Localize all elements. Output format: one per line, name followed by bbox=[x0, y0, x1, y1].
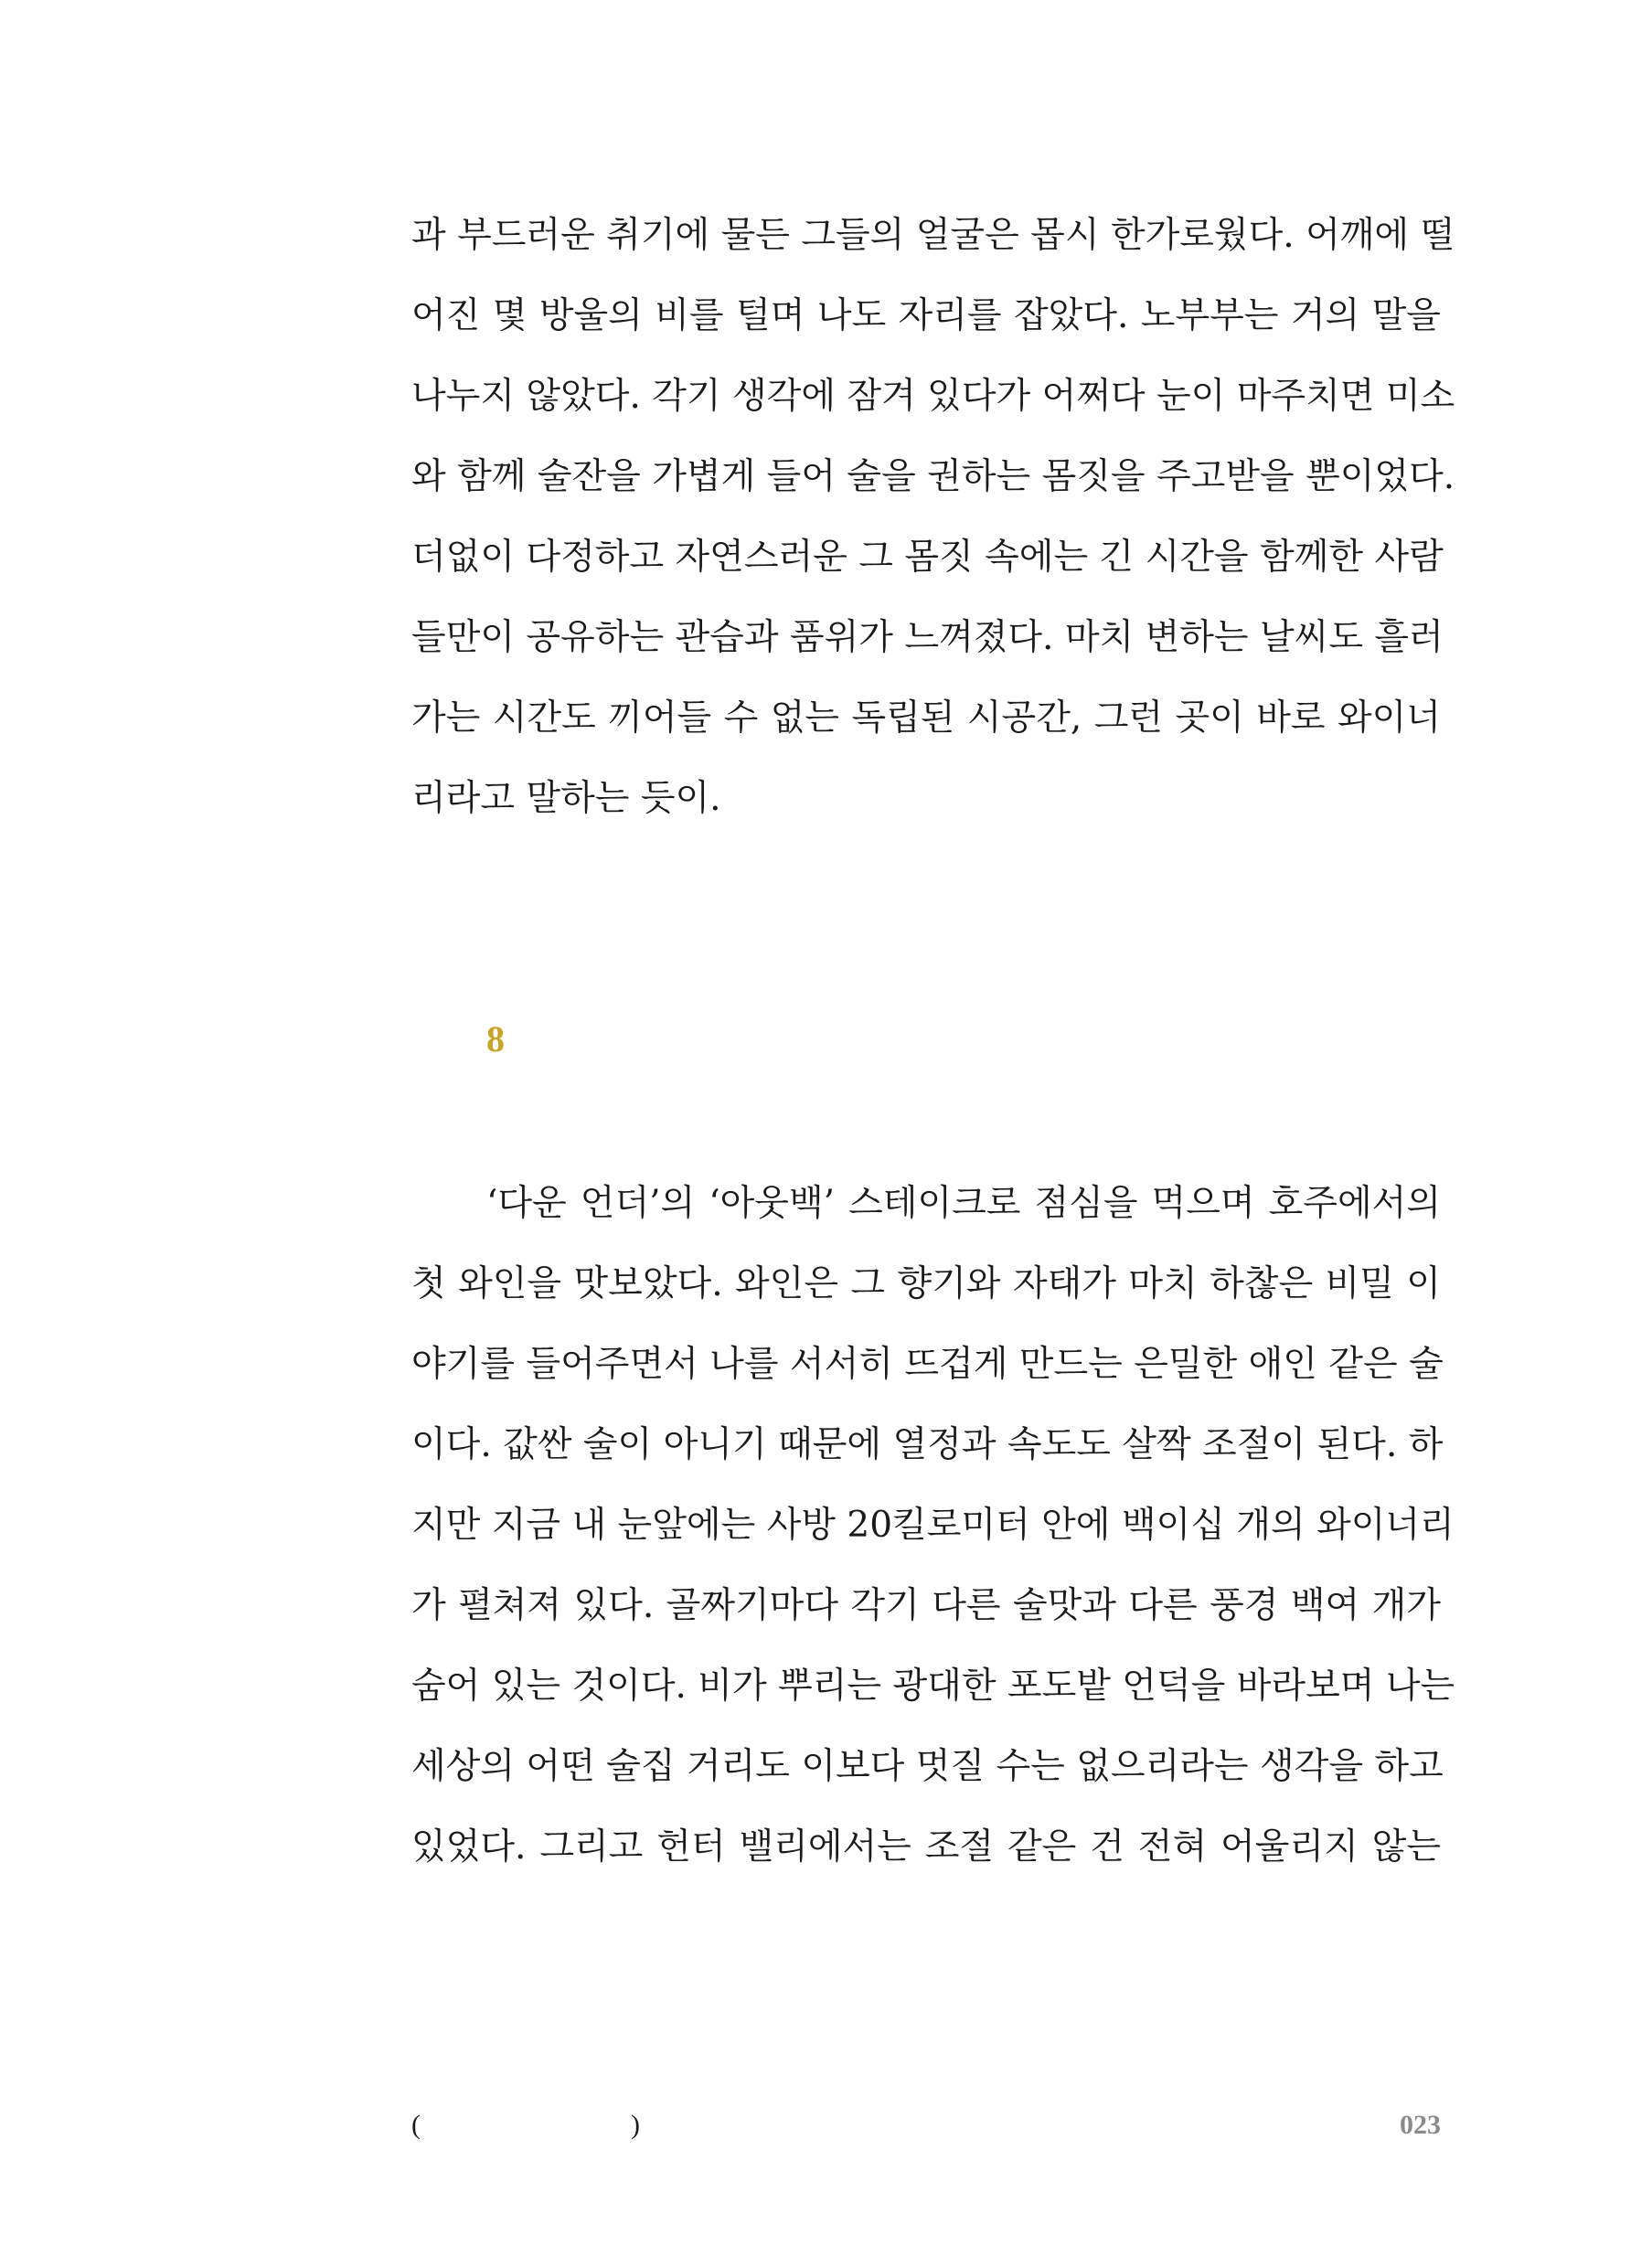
text-line: 나누지 않았다. 각기 생각에 잠겨 있다가 어쩌다 눈이 마주치면 미소 bbox=[411, 376, 1455, 417]
text-line: 세상의 어떤 술집 거리도 이보다 멋질 수는 없으리라는 생각을 하고 bbox=[411, 1746, 1444, 1787]
text-line: 과 부드러운 취기에 물든 그들의 얼굴은 몹시 한가로웠다. 어깨에 떨 bbox=[411, 215, 1455, 256]
text-line: 첫 와인을 맛보았다. 와인은 그 향기와 자태가 마치 하찮은 비밀 이 bbox=[411, 1263, 1441, 1304]
text-line: 들만이 공유하는 관습과 품위가 느껴졌다. 마치 변하는 날씨도 흘러 bbox=[411, 617, 1444, 658]
footer-paren-close: ) bbox=[631, 2110, 640, 2140]
text-line: 숨어 있는 것이다. 비가 뿌리는 광대한 포도밭 언덕을 바라보며 나는 bbox=[411, 1666, 1455, 1707]
text-line: 이다. 값싼 술이 아니기 때문에 열정과 속도도 살짝 조절이 된다. 하 bbox=[411, 1424, 1444, 1465]
page-number: 023 bbox=[1400, 2110, 1441, 2140]
text-line: 가 펼쳐져 있다. 골짜기마다 각기 다른 술맛과 다른 풍경 백여 개가 bbox=[411, 1585, 1441, 1626]
text-line: 야기를 들어주면서 나를 서서히 뜨겁게 만드는 은밀한 애인 같은 술 bbox=[411, 1344, 1444, 1385]
text-line: ‘다운 언더’의 ‘아웃백’ 스테이크로 점심을 먹으며 호주에서의 bbox=[486, 1183, 1441, 1224]
footer-running-title bbox=[411, 2107, 640, 2144]
text-line: 더없이 다정하고 자연스러운 그 몸짓 속에는 긴 시간을 함께한 사람 bbox=[411, 537, 1444, 578]
text-line: 어진 몇 방울의 비를 털며 나도 자리를 잡았다. 노부부는 거의 말을 bbox=[411, 295, 1441, 336]
text-line: 있었다. 그리고 헌터 밸리에서는 조절 같은 건 전혀 어울리지 않는 bbox=[411, 1826, 1441, 1868]
section-number: 8 bbox=[486, 1018, 505, 1059]
footer-paren-open: ( bbox=[411, 2110, 421, 2140]
text-line: 와 함께 술잔을 가볍게 들어 술을 권하는 몸짓을 주고받을 뿐이었다. bbox=[411, 456, 1455, 497]
text-line: 지만 지금 내 눈앞에는 사방 20킬로미터 안에 백이십 개의 와이너리 bbox=[411, 1505, 1455, 1546]
text-line: 리라고 말하는 듯이. bbox=[411, 778, 721, 819]
text-line: 가는 시간도 끼어들 수 없는 독립된 시공간, 그런 곳이 바로 와이너 bbox=[411, 697, 1441, 739]
